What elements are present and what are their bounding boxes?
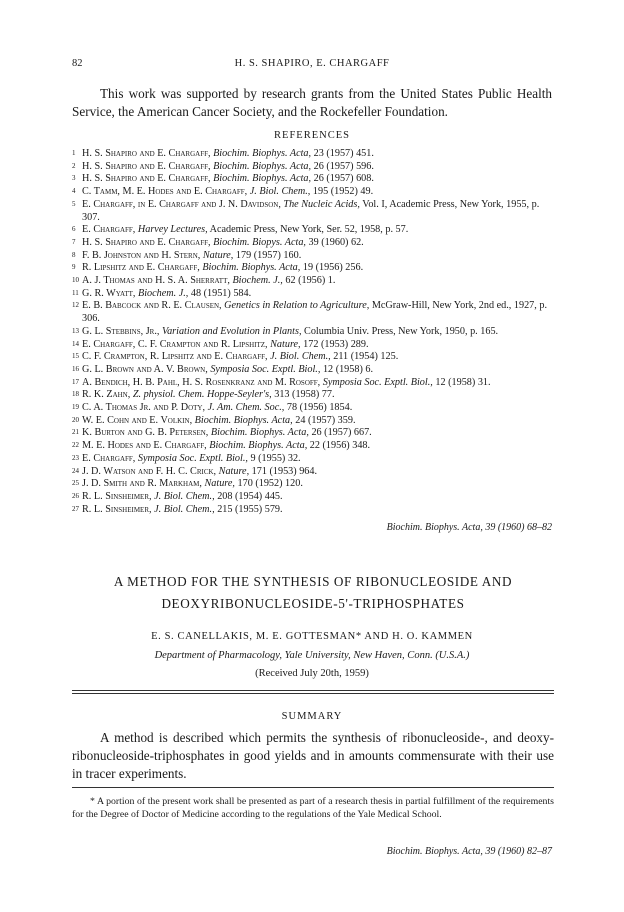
running-header — [72, 58, 552, 74]
reference-item — [72, 427, 554, 440]
reference-source: Z. physiol. Chem. Hoppe-Seyler's, — [132, 389, 272, 401]
reference-number: 14 — [72, 339, 79, 348]
reference-item — [72, 224, 554, 237]
reference-authors: G. R. Wyatt, — [82, 287, 136, 299]
reference-item — [72, 262, 554, 275]
reference-details: 9 (1955) 32. — [250, 452, 301, 464]
reference-details: 39 (1960) 62. — [308, 236, 364, 248]
reference-source: Biochim. Biopys. Acta, — [213, 236, 306, 248]
reference-source: Biochim. Biophys. Acta, — [202, 262, 301, 274]
reference-item — [72, 148, 554, 161]
reference-authors: H. S. Shapiro and E. Chargaff, — [82, 173, 211, 185]
reference-number: 19 — [72, 403, 79, 412]
reference-number: 9 — [72, 263, 76, 272]
reference-authors: J. D. Smith and R. Markham, — [82, 478, 202, 490]
reference-authors: R. L. Sinsheimer, — [82, 490, 152, 502]
article-authors: E. S. CANELLAKIS, M. E. GOTTESMAN* AND H. O. KAMMEN — [151, 631, 473, 642]
reference-number: 21 — [72, 428, 79, 437]
reference-details: Vol. I, Academic Press, New York, 1955, p. 307. — [82, 198, 540, 223]
reference-authors: M. E. Hodes and E. Chargaff, — [82, 440, 207, 452]
reference-details: 12 (1958) 31. — [435, 376, 491, 388]
reference-number: 2 — [72, 161, 76, 170]
reference-details: 179 (1957) 160. — [235, 249, 302, 261]
reference-number: 26 — [72, 491, 79, 500]
reference-source: Variation and Evolution in Plants, — [161, 325, 302, 337]
reference-source: Biochem. J., — [232, 275, 283, 287]
reference-number: 4 — [72, 187, 76, 196]
reference-item — [72, 199, 554, 224]
reference-number: 23 — [72, 453, 79, 462]
reference-number: 3 — [72, 174, 76, 183]
reference-details: 26 (1957) 608. — [313, 173, 374, 185]
reference-number: 10 — [72, 276, 79, 285]
reference-authors: H. S. Shapiro and E. Chargaff, — [82, 160, 211, 172]
reference-details: 23 (1957) 451. — [313, 148, 374, 159]
reference-details: 211 (1954) 125. — [333, 351, 399, 363]
reference-number: 27 — [72, 504, 79, 513]
summary-heading: SUMMARY — [281, 711, 343, 722]
reference-authors: E. Chargaff, in E. Chargaff and J. N. Davidson, — [82, 198, 281, 210]
reference-details: 62 (1956) 1. — [285, 275, 336, 287]
reference-source: J. Am. Chem. Soc., — [207, 402, 285, 414]
reference-details: 26 (1957) 596. — [313, 160, 374, 172]
reference-source: J. Biol. Chem., — [154, 503, 215, 515]
reference-number: 20 — [72, 415, 79, 424]
divider-rule — [72, 693, 554, 694]
reference-authors: E. Chargaff, — [82, 452, 136, 464]
reference-details: 195 (1952) 49. — [312, 186, 374, 198]
reference-number: 11 — [72, 288, 79, 297]
reference-authors: R. K. Zahn, — [82, 389, 131, 401]
reference-details: 215 (1955) 579. — [217, 503, 283, 515]
reference-authors: J. D. Watson and F. H. C. Crick, — [82, 465, 217, 477]
reference-item — [72, 402, 554, 415]
acknowledgement-paragraph: This work was supported by research grants from the United States Public Health Service, the American Cancer Society, and the Rockefeller Foundation. — [72, 86, 552, 119]
reference-details: Columbia Univ. Press, New York, 1950, p. 165. — [304, 325, 499, 337]
reference-source: J. Biol. Chem., — [270, 351, 331, 363]
reference-source: Nature, — [218, 465, 250, 477]
divider-rule — [72, 690, 554, 691]
reference-item — [72, 275, 554, 288]
reference-authors: E. Chargaff, C. F. Crampton and R. Lipshitz, — [82, 338, 268, 350]
reference-number: 1 — [72, 149, 76, 157]
reference-source: Nature, — [202, 249, 234, 261]
reference-item — [72, 161, 554, 174]
reference-number: 6 — [72, 225, 76, 234]
reference-item — [72, 491, 554, 504]
reference-authors: K. Burton and G. B. Petersen, — [82, 427, 209, 439]
reference-number: 16 — [72, 364, 79, 373]
reference-details: 208 (1954) 445. — [217, 490, 283, 502]
reference-item — [72, 415, 554, 428]
reference-details: 19 (1956) 256. — [302, 262, 364, 274]
reference-item — [72, 478, 554, 491]
reference-list — [72, 148, 554, 516]
reference-item — [72, 377, 554, 390]
reference-authors: G. L. Stebbins, Jr., — [82, 325, 160, 337]
reference-source: Biochim. Biophys. Acta, — [213, 160, 312, 172]
reference-item — [72, 326, 554, 339]
reference-item — [72, 440, 554, 453]
reference-number: 5 — [72, 199, 76, 208]
received-date: (Received July 20th, 1959) — [255, 668, 369, 679]
reference-details: McGraw-Hill, New York, 2nd ed., 1927, p. 306. — [82, 300, 547, 325]
reference-item — [72, 453, 554, 466]
running-head-authors: H. S. SHAPIRO, E. CHARGAFF — [234, 58, 390, 69]
reference-source: J. Biol. Chem., — [249, 186, 311, 198]
reference-authors: G. L. Brown and A. V. Brown, — [82, 363, 208, 375]
reference-item — [72, 237, 554, 250]
reference-source: Biochim. Biophys. Acta, — [213, 173, 312, 185]
references-heading: REFERENCES — [274, 130, 350, 141]
reference-authors: C. A. Thomas Jr. and P. Doty, — [82, 402, 206, 414]
reference-source: Biochim. Biophys. Acta, — [194, 414, 293, 426]
reference-item — [72, 389, 554, 402]
journal-citation-previous: Biochim. Biophys. Acta, 39 (1960) 68–82 — [386, 522, 552, 533]
reference-item — [72, 173, 554, 186]
reference-details: 172 (1953) 289. — [303, 338, 369, 350]
reference-authors: R. L. Sinsheimer, — [82, 503, 152, 515]
reference-authors: E. B. Babcock and R. E. Clausen, — [82, 300, 222, 312]
reference-number: 12 — [72, 301, 79, 310]
reference-item — [72, 351, 554, 364]
reference-authors: A. Bendich, H. B. Pahl, H. S. Rosenkranz and M. Rosoff, — [82, 376, 321, 388]
reference-source: J. Biol. Chem., — [154, 490, 215, 502]
reference-number: 18 — [72, 390, 79, 399]
reference-authors: F. B. Johnston and H. Stern, — [82, 249, 201, 261]
reference-source: Nature, — [270, 338, 301, 350]
reference-source: The Nucleic Acids, — [283, 198, 360, 210]
reference-authors: C. F. Crampton, R. Lipshitz and E. Chargaff, — [82, 351, 268, 363]
reference-number: 17 — [72, 377, 79, 386]
reference-authors: H. S. Shapiro and E. Chargaff, — [82, 236, 211, 248]
reference-source: Genetics in Relation to Agriculture, — [224, 300, 370, 312]
reference-details: 171 (1953) 964. — [251, 465, 318, 477]
page-number: 82 — [72, 58, 83, 69]
reference-source: Harvey Lectures, — [137, 224, 208, 236]
reference-item — [72, 466, 554, 479]
reference-details: 26 (1957) 667. — [311, 427, 372, 439]
reference-source: Symposia Soc. Exptl. Biol., — [322, 376, 433, 388]
reference-authors: H. S. Shapiro and E. Chargaff, — [82, 148, 211, 159]
reference-number: 8 — [72, 250, 76, 259]
article-affiliation: Department of Pharmacology, Yale University, New Haven, Conn. (U.S.A.) — [154, 650, 470, 661]
article-title-line-1: A METHOD FOR THE SYNTHESIS OF RIBONUCLEOSIDE AND — [113, 574, 513, 589]
reference-details: 78 (1956) 1854. — [286, 402, 353, 414]
reference-number: 25 — [72, 479, 79, 488]
reference-authors: A. J. Thomas and H. S. A. Sherratt, — [82, 275, 230, 287]
reference-source: Biochem. J., — [137, 287, 189, 299]
footnote-rule — [72, 787, 554, 788]
reference-number: 7 — [72, 237, 76, 246]
reference-authors: E. Chargaff, — [82, 224, 136, 236]
reference-details: 12 (1958) 6. — [322, 363, 374, 375]
reference-number: 13 — [72, 326, 79, 335]
reference-item — [72, 339, 554, 352]
reference-authors: R. Lipshitz and E. Chargaff, — [82, 262, 200, 274]
reference-number: 15 — [72, 352, 79, 361]
reference-details: 313 (1958) 77. — [274, 389, 335, 401]
reference-authors: W. E. Cohn and E. Volkin, — [82, 414, 193, 426]
article-title — [72, 571, 554, 615]
reference-source: Nature, — [204, 478, 235, 490]
reference-item — [72, 364, 554, 377]
reference-item — [72, 250, 554, 263]
reference-item — [72, 504, 554, 517]
reference-number: 22 — [72, 441, 79, 450]
reference-source: Biochim. Biophys. Acta, — [209, 440, 308, 452]
reference-item — [72, 300, 554, 325]
reference-details: Academic Press, New York, Ser. 52, 1958, p. 57. — [209, 224, 409, 236]
reference-details: 48 (1951) 584. — [190, 287, 252, 299]
reference-details: 22 (1956) 348. — [309, 440, 371, 452]
reference-source: Biochim. Biophys. Acta, — [210, 427, 309, 439]
reference-source: Biochim. Biophys. Acta, — [213, 148, 312, 159]
reference-item — [72, 288, 554, 301]
reference-details: 24 (1957) 359. — [295, 414, 356, 426]
article-title-line-2: DEOXYRIBONUCLEOSIDE-5'-TRIPHOSPHATES — [161, 596, 465, 611]
reference-source: Symposia Soc. Exptl. Biol., — [210, 363, 321, 375]
footnote: * A portion of the present work shall be presented as part of a research thesis in partial fulfillment of the requirements for the Degree of Doctor of Medicine according to the regulations of the Yale Medical School. — [72, 796, 554, 820]
reference-number: 24 — [72, 466, 79, 475]
reference-source: Symposia Soc. Exptl. Biol., — [137, 452, 248, 464]
reference-details: 170 (1952) 120. — [237, 478, 303, 490]
journal-citation-current: Biochim. Biophys. Acta, 39 (1960) 82–87 — [386, 846, 552, 857]
reference-authors: C. Tamm, M. E. Hodes and E. Chargaff, — [82, 186, 248, 198]
summary-paragraph: A method is described which permits the synthesis of ribonucleoside-, and deoxy-ribonucleoside-triphosphates in good yields and in amounts commensurate with their use in tracer experiments. — [72, 730, 554, 781]
reference-item — [72, 186, 554, 199]
